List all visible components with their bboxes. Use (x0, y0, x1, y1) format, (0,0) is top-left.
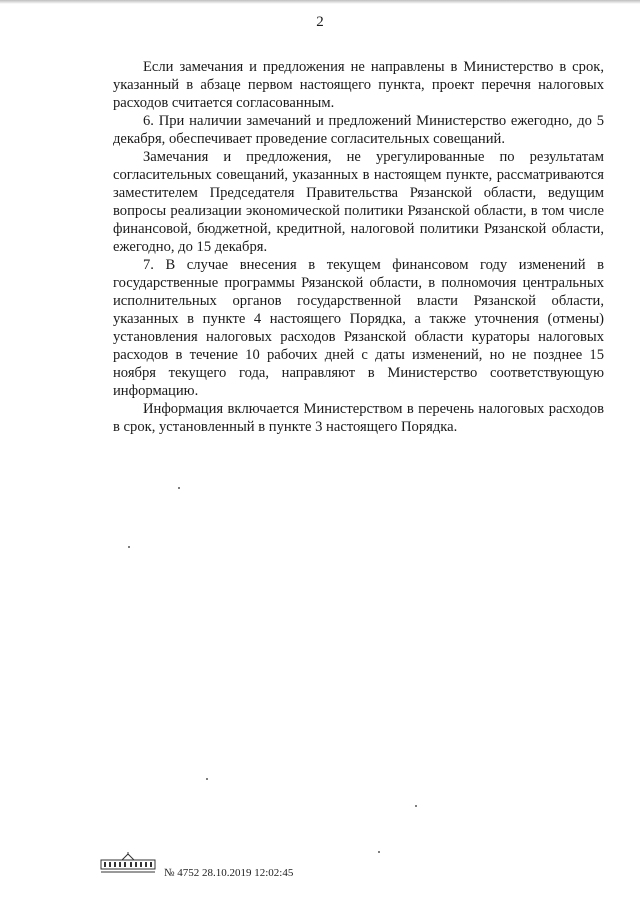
paragraph-4: 7. В случае внесения в текущем финансовом году изменений в государственные программы Рязанской области, в полномочия центральных исполнительных органов государственной власти Рязанской области, указанных в пункте 4 настоящего Порядка, а также уточнения (отмены) установления налоговых расходов Рязанской области кураторы налоговых расходов в течение 10 рабочих дней с даты изменений, но не позднее 15 ноября текущего года, направляют в Министерство соответствующую информацию. (113, 257, 604, 399)
paragraph-2: 6. При наличии замечаний и предложений Министерство ежегодно, до 5 декабря, обеспечивает проведение согласительных совещаний. (113, 113, 604, 147)
paragraph-3: Замечания и предложения, не урегулированные по результатам согласительных совещаний, указанных в настоящем пункте, рассматриваются заместителем Председателя Правительства Рязанской области, ведущим вопросы реализации экономической политики Рязанской области, в том числе финансовой, бюджетной, кредитной, налоговой политики Рязанской области, ежегодно, до 15 декабря. (113, 149, 604, 255)
scan-speck (206, 778, 208, 780)
paragraph-1: Если замечания и предложения не направлены в Министерство в срок, указанный в абзаце первом настоящего пункта, проект перечня налоговых расходов считается согласованным. (113, 59, 604, 111)
scan-speck (178, 487, 180, 489)
document-body (113, 58, 604, 436)
paragraph-5: Информация включается Министерством в перечень налоговых расходов в срок, установленный в пункте 3 настоящего Порядка. (113, 401, 604, 435)
registration-stamp: № 4752 28.10.2019 12:02:45 (164, 867, 294, 879)
scan-speck (415, 805, 417, 807)
scan-edge (0, 0, 640, 4)
page-number: 2 (316, 14, 324, 30)
scan-speck (128, 546, 130, 548)
government-building-stamp-icon (100, 852, 156, 874)
scan-speck (378, 851, 380, 853)
